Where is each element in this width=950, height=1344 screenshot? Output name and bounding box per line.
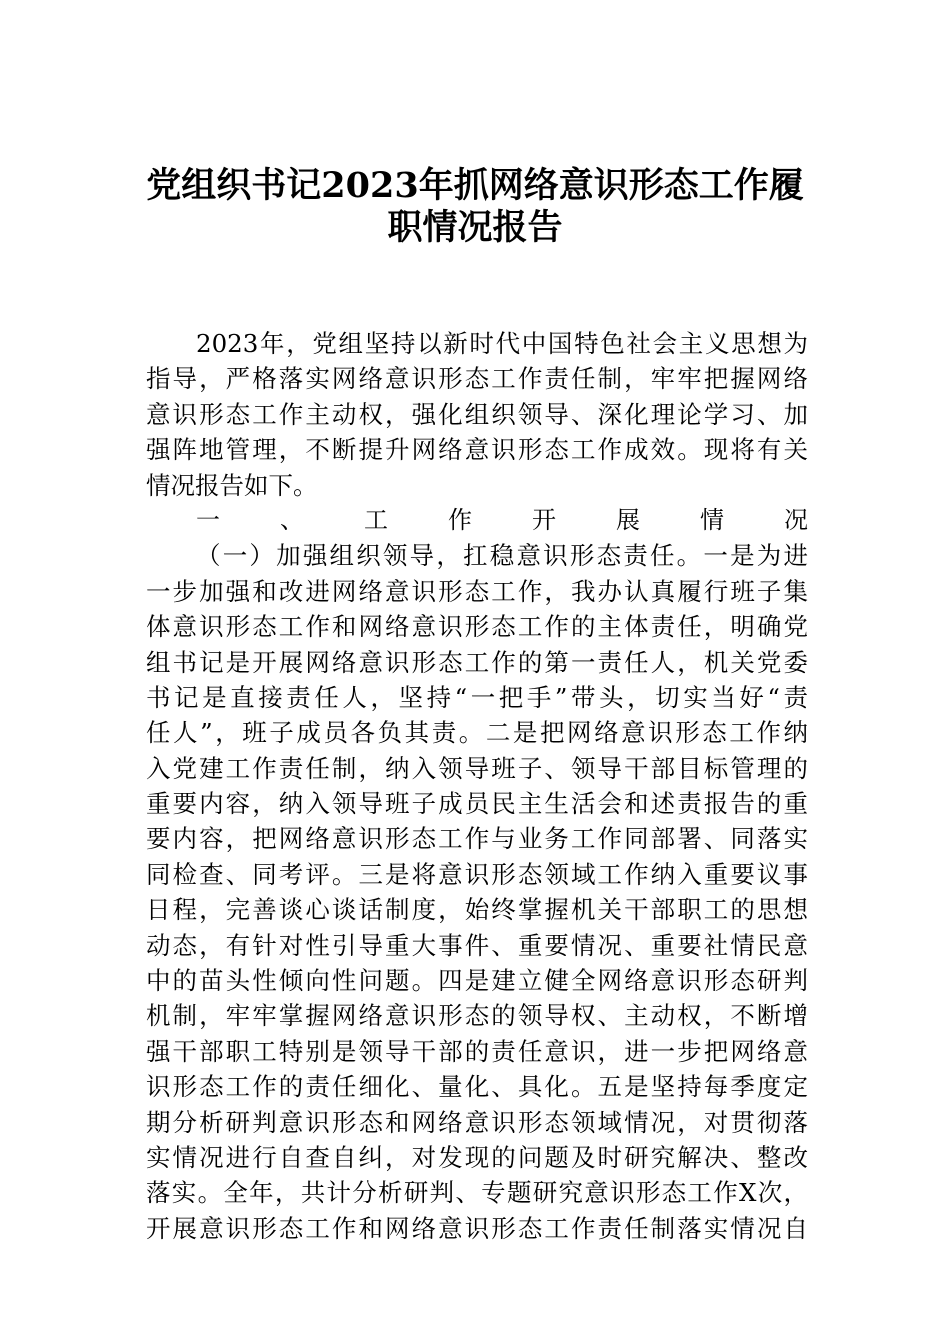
paragraph-line: 同检查、同考评。三是将意识形态领域工作纳入重要议事	[146, 859, 808, 889]
paragraph-line: （一）加强组织领导，扛稳意识形态责任。一是为进	[196, 541, 808, 571]
document-title-line-2: 职情况报告	[387, 207, 563, 248]
intro-line: 强阵地管理，不断提升网络意识形态工作成效。现将有关	[146, 435, 808, 465]
paragraph-line: 中的苗头性倾向性问题。四是建立健全网络意识形态研判	[146, 966, 808, 996]
intro-line: 情况报告如下。	[146, 470, 318, 500]
paragraph-line: 落实。全年，共计分析研判、专题研究意识形态工作X次，	[146, 1178, 808, 1208]
paragraph-line: 机制，牢牢掌握网络意识形态的领导权、主动权，不断增	[146, 1001, 808, 1031]
paragraph-line: 日程，完善谈心谈话制度，始终掌握机关干部职工的思想	[146, 895, 808, 925]
document-body	[146, 326, 808, 1246]
intro-line: 2023年，党组坚持以新时代中国特色社会主义思想为	[196, 329, 808, 358]
paragraph-line: 要内容，把网络意识形态工作与业务工作同部署、同落实	[146, 824, 808, 854]
paragraph-line: 重要内容，纳入领导班子成员民主生活会和述责报告的重	[146, 789, 808, 819]
paragraph-line: 期分析研判意识形态和网络意识形态领域情况，对贯彻落	[146, 1107, 808, 1137]
paragraph-line: 入党建工作责任制，纳入领导班子、领导干部目标管理的	[146, 753, 808, 783]
paragraph-line: 任人”，班子成员各负其责。二是把网络意识形态工作纳	[146, 718, 808, 748]
paragraph-line: 一步加强和改进网络意识形态工作，我办认真履行班子集	[146, 576, 808, 606]
paragraph-line: 实情况进行自查自纠，对发现的问题及时研究解决、整改	[146, 1142, 808, 1172]
intro-line: 意识形态工作主动权，强化组织领导、深化理论学习、加	[146, 399, 808, 429]
document-title-line-1: 党组织书记2023年抓网络意识形态工作履	[146, 165, 804, 206]
paragraph-line: 识形态工作的责任细化、量化、具化。五是坚持每季度定	[146, 1072, 808, 1102]
paragraph-line: 动态，有针对性引导重大事件、重要情况、重要社情民意	[146, 930, 808, 960]
paragraph-line: 强干部职工特别是领导干部的责任意识，进一步把网络意	[146, 1036, 808, 1066]
section-heading: 一、工作开展情况	[196, 505, 808, 534]
paragraph-line: 书记是直接责任人，坚持“一把手”带头，切实当好“责	[146, 682, 808, 712]
paragraph-line: 体意识形态工作和网络意识形态工作的主体责任，明确党	[146, 612, 808, 642]
intro-line: 指导，严格落实网络意识形态工作责任制，牢牢把握网络	[146, 364, 808, 394]
paragraph-line: 开展意识形态工作和网络意识形态工作责任制落实情况自	[146, 1213, 808, 1243]
paragraph-line: 组书记是开展网络意识形态工作的第一责任人，机关党委	[146, 647, 808, 677]
